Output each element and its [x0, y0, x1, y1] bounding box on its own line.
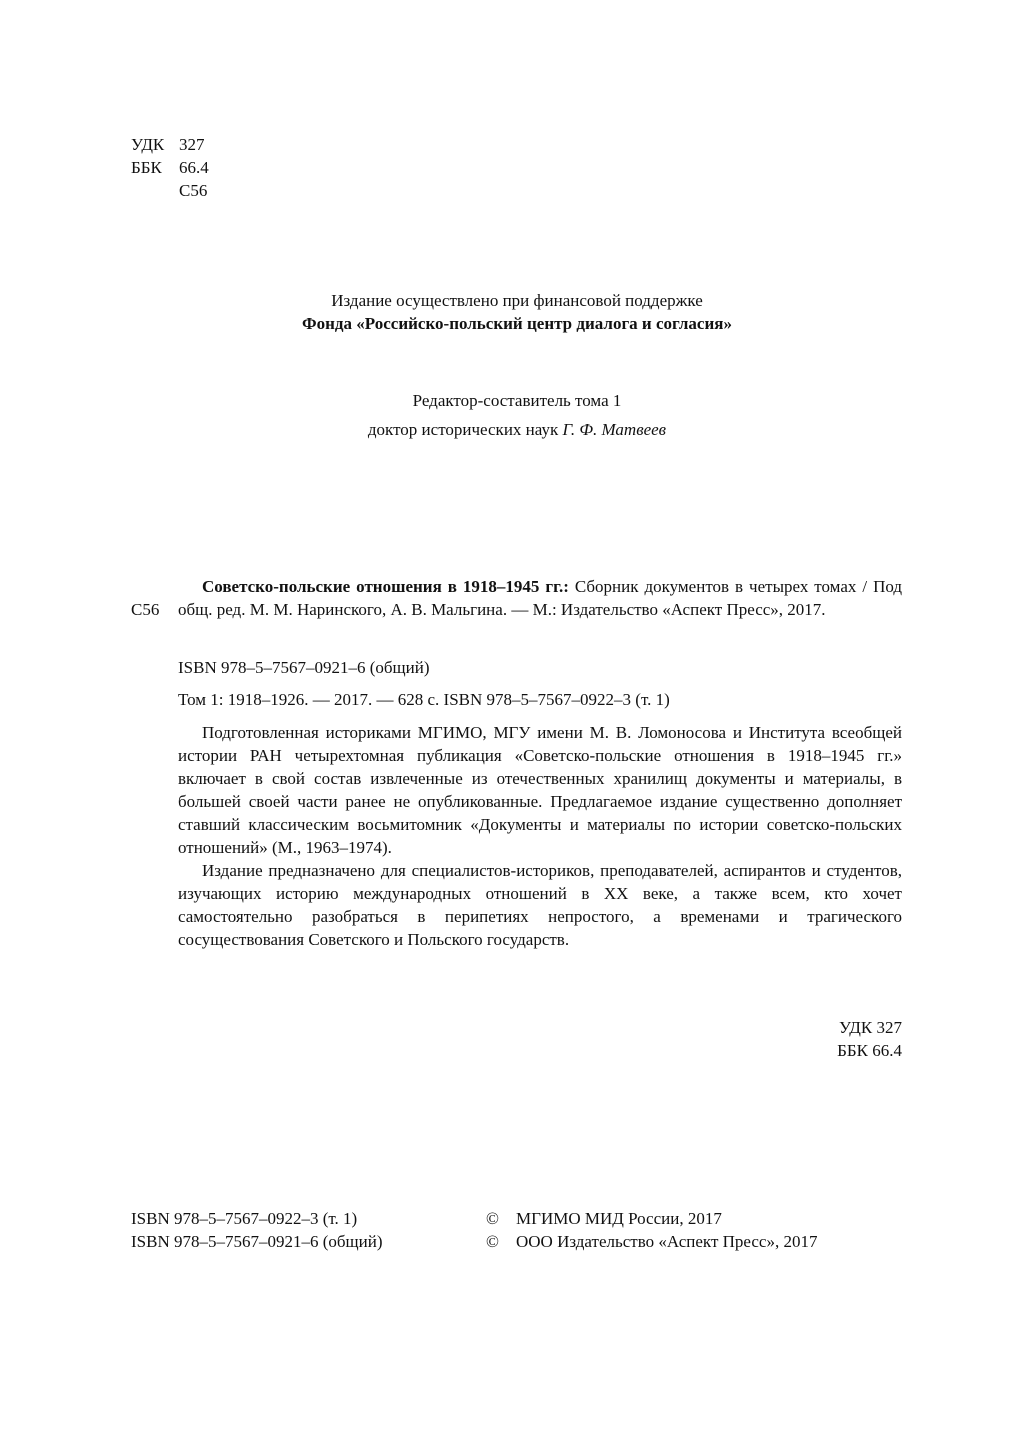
funding-line-1: Издание осуществлено при финансовой поддержке	[331, 291, 703, 310]
copyright-block	[486, 1207, 817, 1253]
funding-note	[0, 289, 1034, 335]
editor-line-2	[0, 415, 1034, 444]
bbk-label: ББК	[131, 158, 162, 177]
bbk-value: 66.4	[179, 158, 209, 177]
editor-line-1: Редактор-составитель тома 1	[412, 391, 622, 410]
copyright-icon: ©	[486, 1209, 499, 1228]
udk-bottom: УДК 327	[838, 1018, 902, 1037]
udk-value: 327	[179, 135, 205, 154]
copyright-line-2: ООО Издательство «Аспект Пресс», 2017	[516, 1232, 818, 1251]
biblio-title: Советско-польские отношения в 1918–1945 гг.:	[202, 577, 569, 596]
copyright-icon: ©	[486, 1232, 499, 1251]
bbk-bottom: ББК 66.4	[837, 1041, 902, 1060]
copyright-row-2	[486, 1230, 817, 1253]
annotation	[178, 721, 902, 951]
editor-name: Г. Ф. Матвеев	[562, 420, 667, 439]
udk-label: УДК	[131, 135, 165, 154]
funding-line-2: Фонда «Российско-польский центр диалога и согласия»	[302, 314, 732, 333]
volume-line: Том 1: 1918–1926. — 2017. — 628 с. ISBN 978–5–7567–0922–3 (т. 1)	[178, 690, 670, 709]
copyright-line-1: МГИМО МИД России, 2017	[516, 1209, 722, 1228]
biblio-author-mark: С56	[131, 600, 160, 619]
classification-block-top	[131, 133, 209, 202]
bibliographic-description	[178, 575, 902, 621]
isbn-list	[131, 1207, 383, 1253]
biblio-rest: Сборник документов в четырех томах / Под общ. ред. М. М. Наринского, А. В. Мальгина. — М.: Издательство «Аспект Пресс», 2017.	[178, 577, 902, 619]
udk-row	[131, 133, 209, 156]
biblio-paragraph	[178, 575, 902, 621]
editor-degree: доктор исторических наук	[367, 420, 559, 439]
editor-credit	[0, 386, 1034, 444]
copyright-row-1	[486, 1207, 817, 1230]
annotation-paragraph-1: Подготовленная историками МГИМО, МГУ имени М. В. Ломоносова и Института всеобщей истории РАН четырехтомная публикация «Советско-польские отношения в 1918–1945 гг.» включает в свой состав извлеченные из отечественных хранилищ документы и материалы, в большей своей части ранее не опубликованные. Предлагаемое издание существенно дополняет ставший классическим восьмитомник «Документы и материалы по истории советско-польских отношений» (М., 1963–1974).	[178, 723, 902, 857]
isbn-vol1: ISBN 978–5–7567–0922–3 (т. 1)	[131, 1209, 358, 1228]
classification-block-bottom	[780, 1016, 902, 1062]
author-mark-top: С56	[179, 181, 208, 200]
annotation-paragraph-2: Издание предназначено для специалистов-историков, преподавателей, аспирантов и студентов, изучающих историю международных отношений в XX веке, а также всем, кто хочет самостоятельно разобраться в перипетиях непростого, а временами и трагического сосуществования Советского и Польского государств.	[178, 861, 902, 949]
isbn-general-bottom: ISBN 978–5–7567–0921–6 (общий)	[131, 1232, 383, 1251]
isbn-general: ISBN 978–5–7567–0921–6 (общий)	[178, 658, 430, 677]
bbk-row	[131, 156, 209, 179]
